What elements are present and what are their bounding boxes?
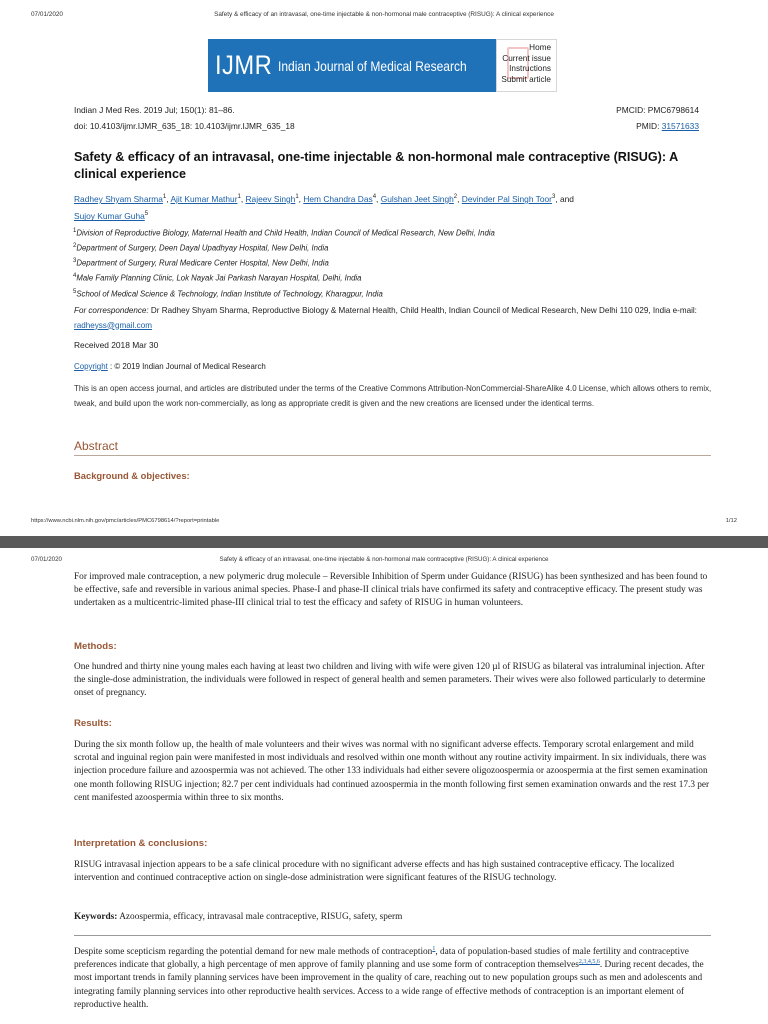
author-link[interactable]: Devinder Pal Singh Toor: [461, 193, 552, 204]
interpretation-text: RISUG intravasal injection appears to be a safe clinical procedure with no significant adverse effects and has high sustained contraceptive efficacy. The localized intervention and continued contraceptive action on single-dose administration were significant features of the RISUG technology.: [74, 860, 675, 884]
section-divider: [74, 935, 711, 936]
print-page-2: [0, 548, 768, 1024]
intro-paragraph: [74, 946, 714, 1012]
pmid: [636, 121, 699, 131]
affiliation: [73, 289, 383, 299]
affiliation: [73, 228, 495, 238]
print-header: [0, 11, 768, 23]
author-list: Radhey Shyam Sharma$^1$, Ajit Kumar Mathur$^1$, Rajeev Singh$^1$, Hem Chandra Das$^4$, Gulshan Jeet Singh$^2$, Devinder Pal Singh Toor$^3$, and Sujoy Kumar Guha$^5$: [74, 193, 574, 222]
nav-submit-article-link[interactable]: Submit article: [501, 74, 551, 84]
affiliation: [73, 258, 329, 268]
affiliation-text: Department of Surgery, Deen Dayal Upadhyay Hospital, New Delhi, India: [76, 243, 329, 253]
intro-text: Despite some scepticism regarding the potential demand for new male methods of contraception: [74, 947, 433, 957]
keywords: [74, 911, 714, 924]
keywords-label: Keywords:: [74, 912, 118, 922]
affiliation-sup: 2: [73, 243, 77, 249]
results-heading: Results:: [74, 718, 112, 729]
affiliation-sup: 3: [73, 258, 77, 264]
copyright-text: : © 2019 Indian Journal of Medical Research: [107, 362, 266, 371]
page-separator: [0, 536, 768, 548]
article-title: Safety & efficacy of an intravasal, one-time injectable & non-hormonal male contraceptive (RISUG): A clinical experience: [74, 150, 678, 181]
author-link[interactable]: Radhey Shyam Sharma: [74, 193, 163, 204]
results-text: During the six month follow up, the health of male volunteers and their wives was normal with no significant adverse effects. Temporary scrotal enlargement and mild scrotal and inguinal region pain were manifested in most individuals and resolved within one month without any routine activity impairment. In six individuals, there was injection procedure failure and azoospermia was not achieved. The other 133 individuals had either severe oligozoospermia or azoospermia at the first semen examination one month following RISUG injection; 82.7 per cent individuals had continued azoospermia in the month following first semen examination onwards and the rest 17.3 per cent manifested azoospermia within three to six months.: [74, 740, 710, 803]
author-sup: 2: [453, 194, 458, 200]
affiliation-sup: 5: [73, 289, 77, 295]
pmid-link[interactable]: 31571633: [661, 121, 699, 131]
abstract-divider: [74, 455, 711, 456]
nav-current-issue-link[interactable]: Current issue: [502, 53, 551, 63]
ref-link[interactable]: 2,3,4,5,6: [578, 959, 600, 966]
author-sup: 1: [237, 194, 241, 200]
email-link[interactable]: radheyss@gmail.com: [74, 320, 152, 330]
journal-logo-block[interactable]: [208, 39, 496, 92]
affiliation-sup: 4: [73, 273, 77, 279]
author-link[interactable]: Sujoy Kumar Guha: [74, 211, 145, 222]
author-link[interactable]: Rajeev Singh: [245, 193, 296, 204]
journal-logo: IJMR: [215, 50, 273, 80]
methods-text: One hundred and thirty nine young males each having at least two children and living with wife were given 120 µl of RISUG as bilateral vas intraluminal injection. After the single-dose administration, the individuals were followed in respect of general health and semen parameters. Their wives were also followed particularly to determine onset of pregnancy.: [74, 662, 706, 699]
affiliation-text: Division of Reproductive Biology, Maternal Health and Child Health, Indian Council of Medical Research, New Delhi, India: [76, 228, 495, 238]
correspondence-label: For correspondence:: [74, 306, 149, 315]
background-heading: Background & objectives:: [74, 470, 190, 481]
author-sup: 1: [295, 194, 299, 200]
background-text: For improved male contraception, a new polymeric drug molecule – Reversible Inhibition of Sperm under Guidance (RISUG) has been synthesized and has been found to be effective, safe and reversible in various animal species. Phase-I and phase-II clinical trials have confirmed its safety and contraceptive efficacy. The present study was undertaken as a multicentric-limited phase-III clinical trial to test the efficacy and safety of RISUG in human volunteers.: [74, 572, 708, 609]
license-text: This is an open access journal, and articles are distributed under the terms of the Creative Commons Attribution-NonCommercial-ShareAlike 4.0 License, which allows others to remix, tweak, and build upon the work non-commercially, as long as appropriate credit is given and the new creations are licensed under the identical terms.: [74, 384, 712, 409]
intro-text: , data of population-based studies of male fertility and contraceptive preferences indicate that globally, a high percentage of men approve of family planning and use some form of contraception themselves: [74, 947, 689, 971]
interpretation-heading: Interpretation & conclusions:: [74, 838, 208, 849]
abstract-heading: Abstract: [74, 439, 119, 453]
authors-and: and: [557, 193, 574, 204]
affiliation-text: Male Family Planning Clinic, Lok Nayak Jai Parkash Narayan Hospital, Delhi, India: [76, 273, 362, 283]
affiliation-sup: 1: [73, 228, 77, 234]
print-date: 07/01/2020: [31, 11, 63, 18]
print-url: https://www.ncbi.nlm.nih.gov/pmc/articles/PMC6798614/?report=printable: [31, 518, 220, 524]
page-number: 1/12: [725, 518, 737, 524]
ref-link[interactable]: 1: [432, 945, 436, 952]
author-link[interactable]: Gulshan Jeet Singh: [380, 193, 454, 204]
correspondence-text: Dr Radhey Shyam Sharma, Reproductive Biology & Maternal Health, Child Health, Indian Council of Medical Research, New Delhi 110 029, India e-mail:: [148, 306, 697, 315]
received-date: Received 2018 Mar 30: [74, 340, 159, 350]
author-link[interactable]: Ajit Kumar Mathur: [170, 193, 238, 204]
nav-home-link[interactable]: Home: [529, 43, 551, 52]
copyright: [74, 362, 266, 371]
author-sup: 3: [551, 194, 556, 200]
keywords-text: Azoospermia, efficacy, intravasal male contraceptive, RISUG, safety, sperm: [117, 912, 403, 922]
print-title: Safety & efficacy of an intravasal, one-time injectable & non-hormonal male contraceptive (RISUG): A clinical experience: [214, 11, 554, 18]
print-title: Safety & efficacy of an intravasal, one-time injectable & non-hormonal male contraceptive (RISUG): A clinical experience: [219, 556, 549, 563]
author-link[interactable]: Hem Chandra Das: [303, 193, 373, 204]
journal-nav: [496, 39, 557, 92]
methods-heading: Methods:: [74, 641, 117, 652]
print-date: 07/01/2020: [31, 556, 62, 563]
citation-ref: Indian J Med Res. 2019 Jul; 150(1): 81–86.: [74, 105, 235, 115]
author-sup: 5: [144, 211, 149, 218]
author-sup: 1: [162, 194, 167, 200]
intro-text: . During recent decades, the most important trends in family planning services have been improvement in the quality of care, reaching out to new population groups such as men and adolescents and integrating family planning services into other reproductive health services. Access to a wide range of effective methods of contraception is an important element of reproductive health.: [74, 960, 704, 1010]
pmid-label: PMID:: [636, 121, 662, 131]
citation-doi: doi: 10.4103/ijmr.IJMR_635_18: 10.4103/ijmr.IJMR_635_18: [74, 121, 295, 131]
affiliation: [73, 273, 362, 283]
affiliation-text: Department of Surgery, Rural Medicare Center Hospital, New Delhi, India: [76, 258, 329, 268]
copyright-link[interactable]: Copyright: [74, 362, 108, 371]
affiliation: [73, 243, 328, 253]
correspondence: [74, 304, 714, 333]
pmcid: PMCID: PMC6798614: [616, 105, 699, 115]
journal-banner: [208, 39, 557, 92]
journal-name: Indian Journal of Medical Research: [278, 57, 467, 74]
affiliation-text: School of Medical Science & Technology, Indian Institute of Technology, Kharagpur, India: [76, 289, 383, 299]
author-sup: 4: [372, 194, 377, 200]
nav-instructions-link[interactable]: Instructions: [509, 64, 551, 74]
